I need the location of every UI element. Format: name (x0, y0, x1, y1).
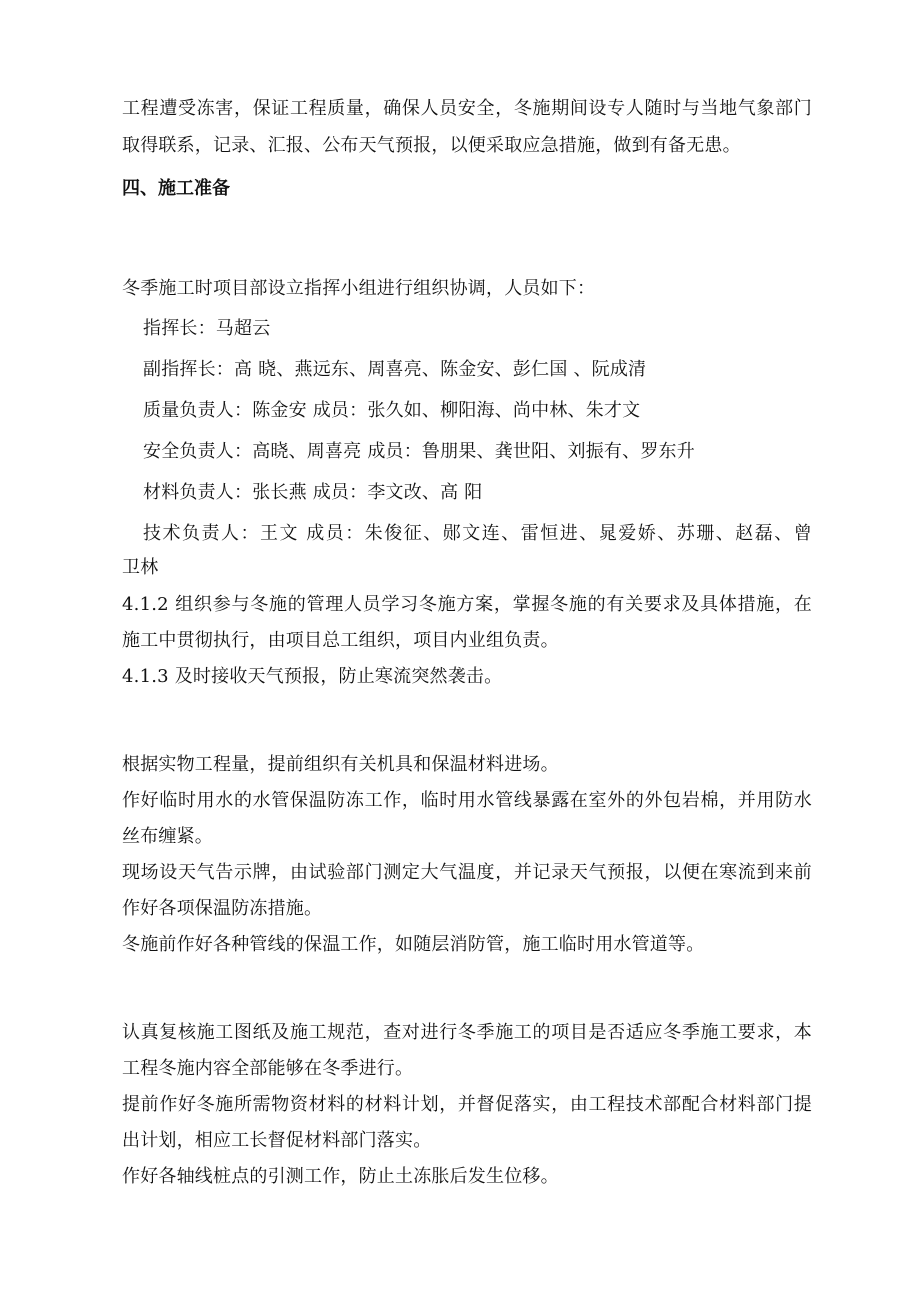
org-technical-line-2: 卫林 (122, 557, 159, 578)
org-commander: 指挥长：马超云 (143, 318, 271, 339)
intro-line-2: 取得联系，记录、汇报、公布天气预报，以便采取应急措施，做到有备无患。 (122, 135, 741, 156)
org-deputy: 副指挥长：高 晓、燕远东、周喜亮、陈金安、彭仁国 、阮成清 (143, 359, 647, 380)
site-prep-p4: 冬施前作好各种管线的保温工作，如随层消防管，施工临时用水管道等。 (122, 934, 705, 955)
site-prep-p3-line-2: 作好各项保温防冻措施。 (122, 898, 323, 919)
tech-prep-p3: 作好各轴线桩点的引测工作，防止土冻胀后发生位移。 (122, 1166, 559, 1187)
item-412-line-1: 4.1.2 组织参与冬施的管理人员学习冬施方案，掌握冬施的有关要求及具体措施，在 (122, 594, 812, 615)
tech-prep-p2-line-2: 出计划，相应工长督促材料部门落实。 (122, 1130, 432, 1151)
tech-prep-p1-line-1: 认真复核施工图纸及施工规范，查对进行冬季施工的项目是否适应冬季施工要求，本 (122, 1022, 812, 1043)
tech-prep-p1-line-2: 工程冬施内容全部能够在冬季进行。 (122, 1058, 414, 1079)
intro-line-1: 工程遭受冻害，保证工程质量，确保人员安全，冬施期间设专人随时与当地气象部门 (122, 98, 812, 119)
item-412-line-2: 施工中贯彻执行，由项目总工组织，项目内业组负责。 (122, 630, 559, 651)
site-prep-p1: 根据实物工程量，提前组织有关机具和保温材料进场。 (122, 754, 559, 775)
org-safety: 安全负责人：高晓、周喜亮 成员：鲁朋果、龚世阳、刘振有、罗东升 (143, 441, 695, 462)
site-prep-p2-line-1: 作好临时用水的水管保温防冻工作，临时用水管线暴露在室外的外包岩棉，并用防水 (122, 790, 812, 811)
org-material: 材料负责人：张长燕 成员：李文改、高 阳 (143, 482, 483, 503)
item-413: 4.1.3 及时接收天气预报，防止寒流突然袭击。 (122, 666, 503, 687)
section-heading: 四、施工准备 (122, 178, 230, 199)
tech-prep-p2-line-1: 提前作好冬施所需物资材料的材料计划，并督促落实，由工程技术部配合材料部门提 (122, 1094, 812, 1115)
site-prep-p2-line-2: 丝布缠紧。 (122, 826, 213, 847)
org-intro: 冬季施工时项目部设立指挥小组进行组织协调，人员如下： (122, 278, 596, 299)
org-quality: 质量负责人：陈金安 成员：张久如、柳阳海、尚中林、朱才文 (143, 400, 641, 421)
org-technical-line-1: 技术负责人：王文 成员：朱俊征、郧文连、雷恒进、晁爱娇、苏珊、赵磊、曾 (143, 523, 812, 544)
site-prep-p3-line-1: 现场设天气告示牌，由试验部门测定大气温度，并记录天气预报，以便在寒流到来前 (122, 862, 812, 883)
